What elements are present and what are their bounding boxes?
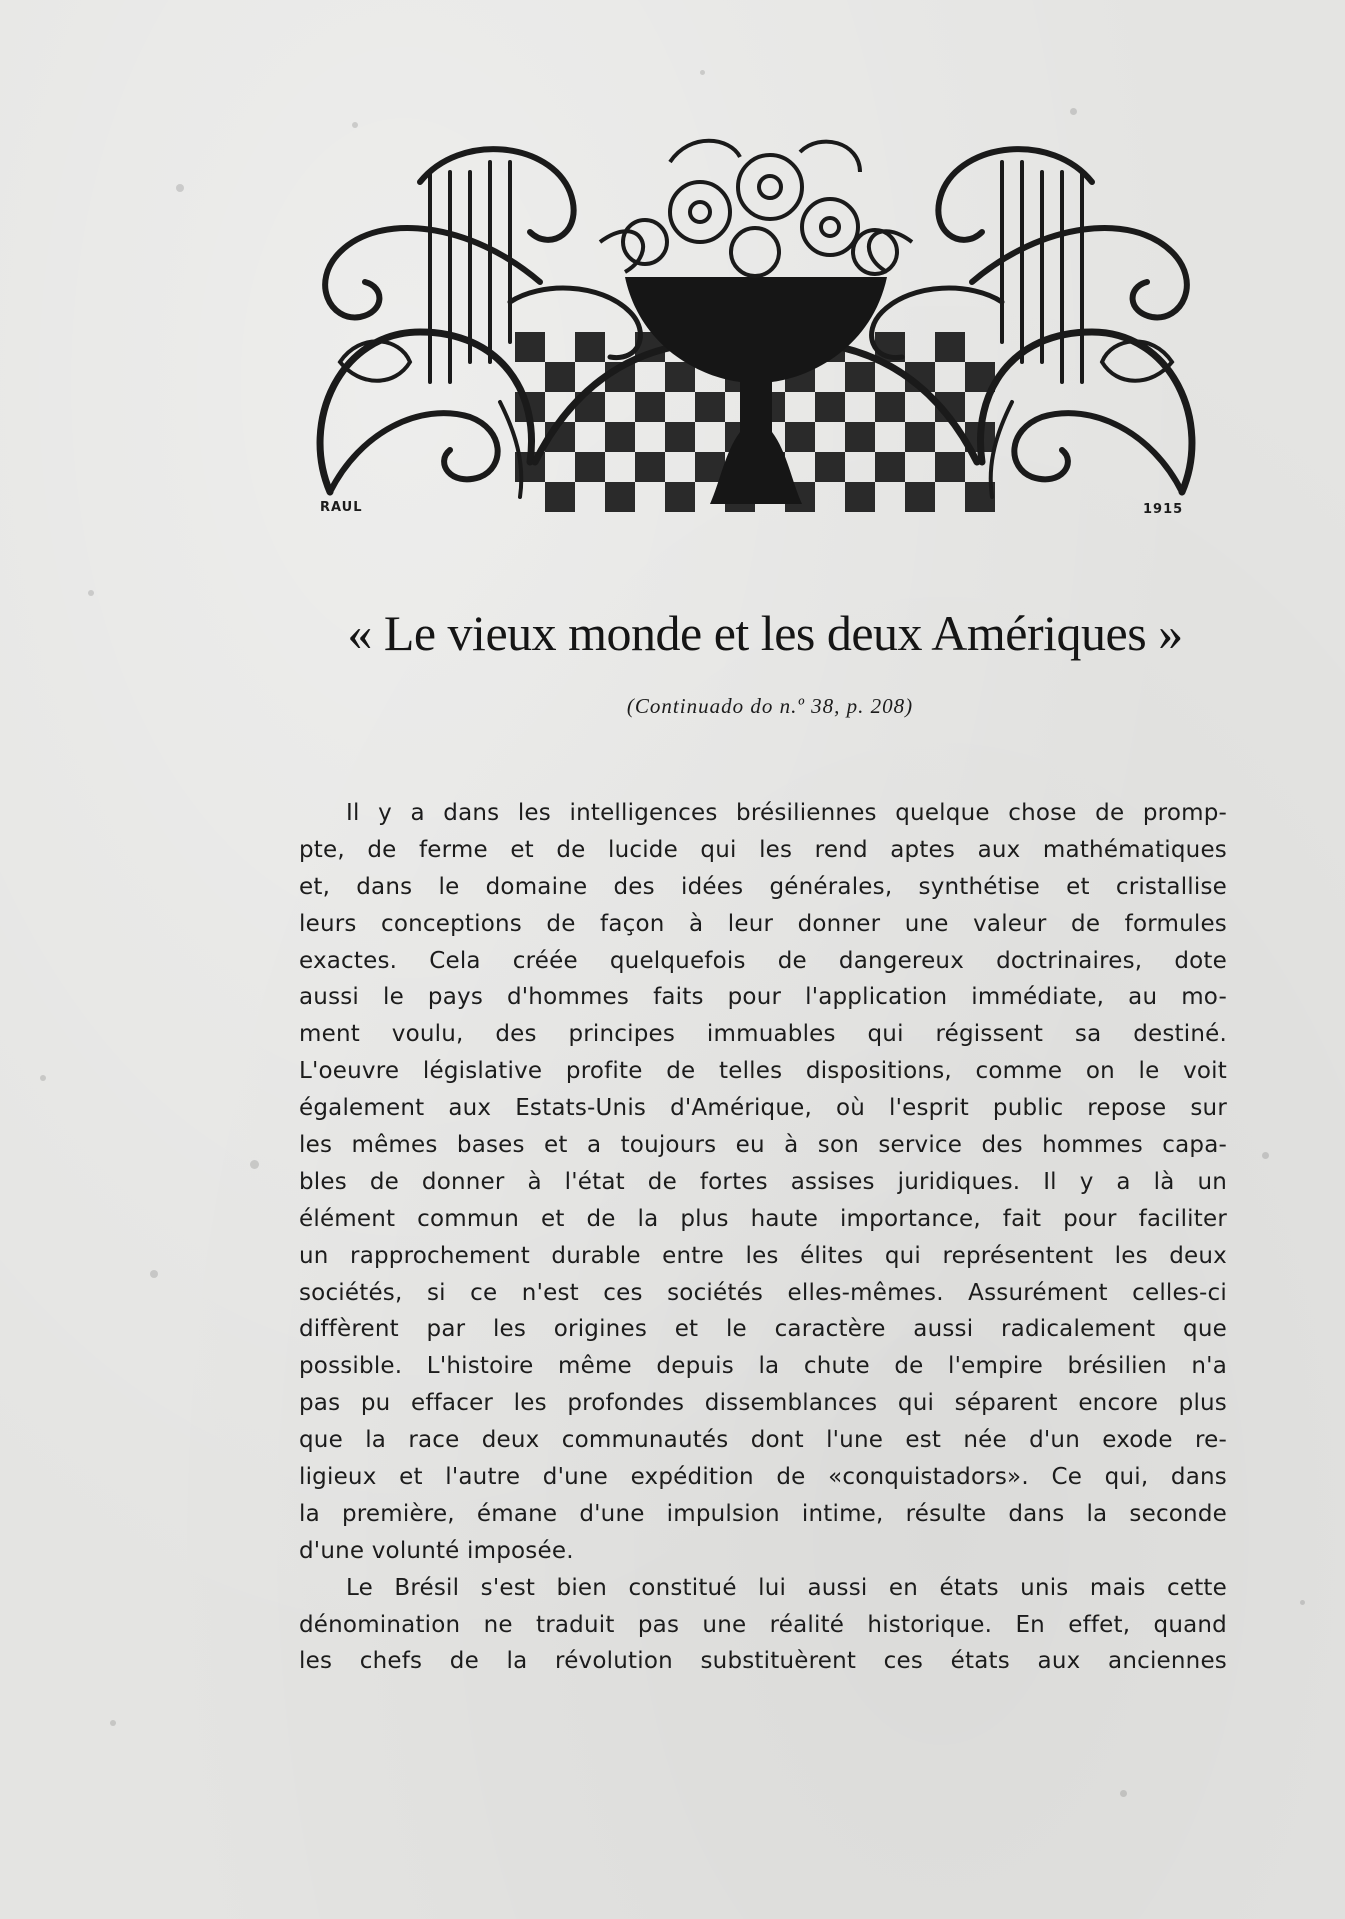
paper-speck <box>1120 1790 1127 1797</box>
text-line: un rapprochement durable entre les élites qui représentent les deux <box>299 1242 1227 1269</box>
paper-speck <box>352 122 358 128</box>
article-title: « Le vieux monde et les deux Amériques » <box>347 605 1183 661</box>
text-line: la première, émane d'une impulsion intime, résulte dans la seconde <box>299 1500 1227 1527</box>
text-line: ment voulu, des principes immuables qui régissent sa destiné. <box>299 1021 1227 1048</box>
text-line: les chefs de la révolution substituèrent ces états aux anciennes <box>299 1648 1227 1675</box>
article-body <box>299 795 1227 1680</box>
text-line: exactes. Cela créée quelquefois de dangereux doctrinaires, dote <box>299 947 1227 974</box>
text-line: Le Brésil s'est bien constitué lui aussi en états unis mais cette <box>346 1574 1227 1601</box>
text-line: bles de donner à l'état de fortes assises juridiques. Il y a là un <box>299 1168 1227 1195</box>
paper-speck <box>110 1720 116 1726</box>
text-line: d'une volunté imposée. <box>299 1537 574 1564</box>
floral-vase-ornament-icon <box>300 132 1212 512</box>
paper-speck <box>1070 108 1077 115</box>
text-line: que la race deux communautés dont l'une est née d'un exode re- <box>299 1427 1227 1454</box>
text-line: les mêmes bases et a toujours eu à son service des hommes capa- <box>299 1132 1227 1159</box>
text-line: pte, de ferme et de lucide qui les rend aptes aux mathématiques <box>299 836 1227 863</box>
text-line: pas pu effacer les profondes dissemblances qui séparent encore plus <box>299 1390 1227 1417</box>
text-line: et, dans le domaine des idées générales, synthétise et cristallise <box>299 873 1227 900</box>
text-line: élément commun et de la plus haute importance, fait pour faciliter <box>299 1205 1227 1232</box>
paper-speck <box>40 1075 46 1081</box>
text-line: L'oeuvre législative profite de telles dispositions, comme on le voit <box>299 1058 1227 1085</box>
text-line: leurs conceptions de façon à leur donner une valeur de formules <box>299 910 1227 937</box>
text-line: ligieux et l'autre d'une expédition de «conquistadors». Ce qui, dans <box>299 1464 1227 1491</box>
text-line: également aux Estats-Unis d'Amérique, où l'esprit public repose sur <box>299 1095 1227 1122</box>
text-line: diffèrent par les origines et le caractère aussi radicalement que <box>299 1316 1227 1343</box>
text-line: aussi le pays d'hommes faits pour l'application immédiate, au mo- <box>299 984 1227 1011</box>
paper-speck <box>1300 1600 1305 1605</box>
article-subtitle: (Continuado do n.º 38, p. 208) <box>626 694 914 718</box>
ornament-year: 1915 <box>1143 502 1184 517</box>
paper-speck <box>250 1160 259 1169</box>
paper-speck <box>1262 1152 1269 1159</box>
text-line: Il y a dans les intelligences brésiliennes quelque chose de promp- <box>346 800 1227 826</box>
paper-speck <box>150 1270 158 1278</box>
paper-speck <box>176 184 184 192</box>
text-line: sociétés, si ce n'est ces sociétés elles-mêmes. Assurément celles-ci <box>299 1279 1227 1306</box>
paper-speck <box>700 70 705 75</box>
text-line: possible. L'histoire même depuis la chute de l'empire brésilien n'a <box>299 1353 1227 1380</box>
text-line: dénomination ne traduit pas une réalité historique. En effet, quand <box>299 1611 1227 1638</box>
paper-speck <box>88 590 94 596</box>
artist-signature: RAUL <box>320 500 363 515</box>
